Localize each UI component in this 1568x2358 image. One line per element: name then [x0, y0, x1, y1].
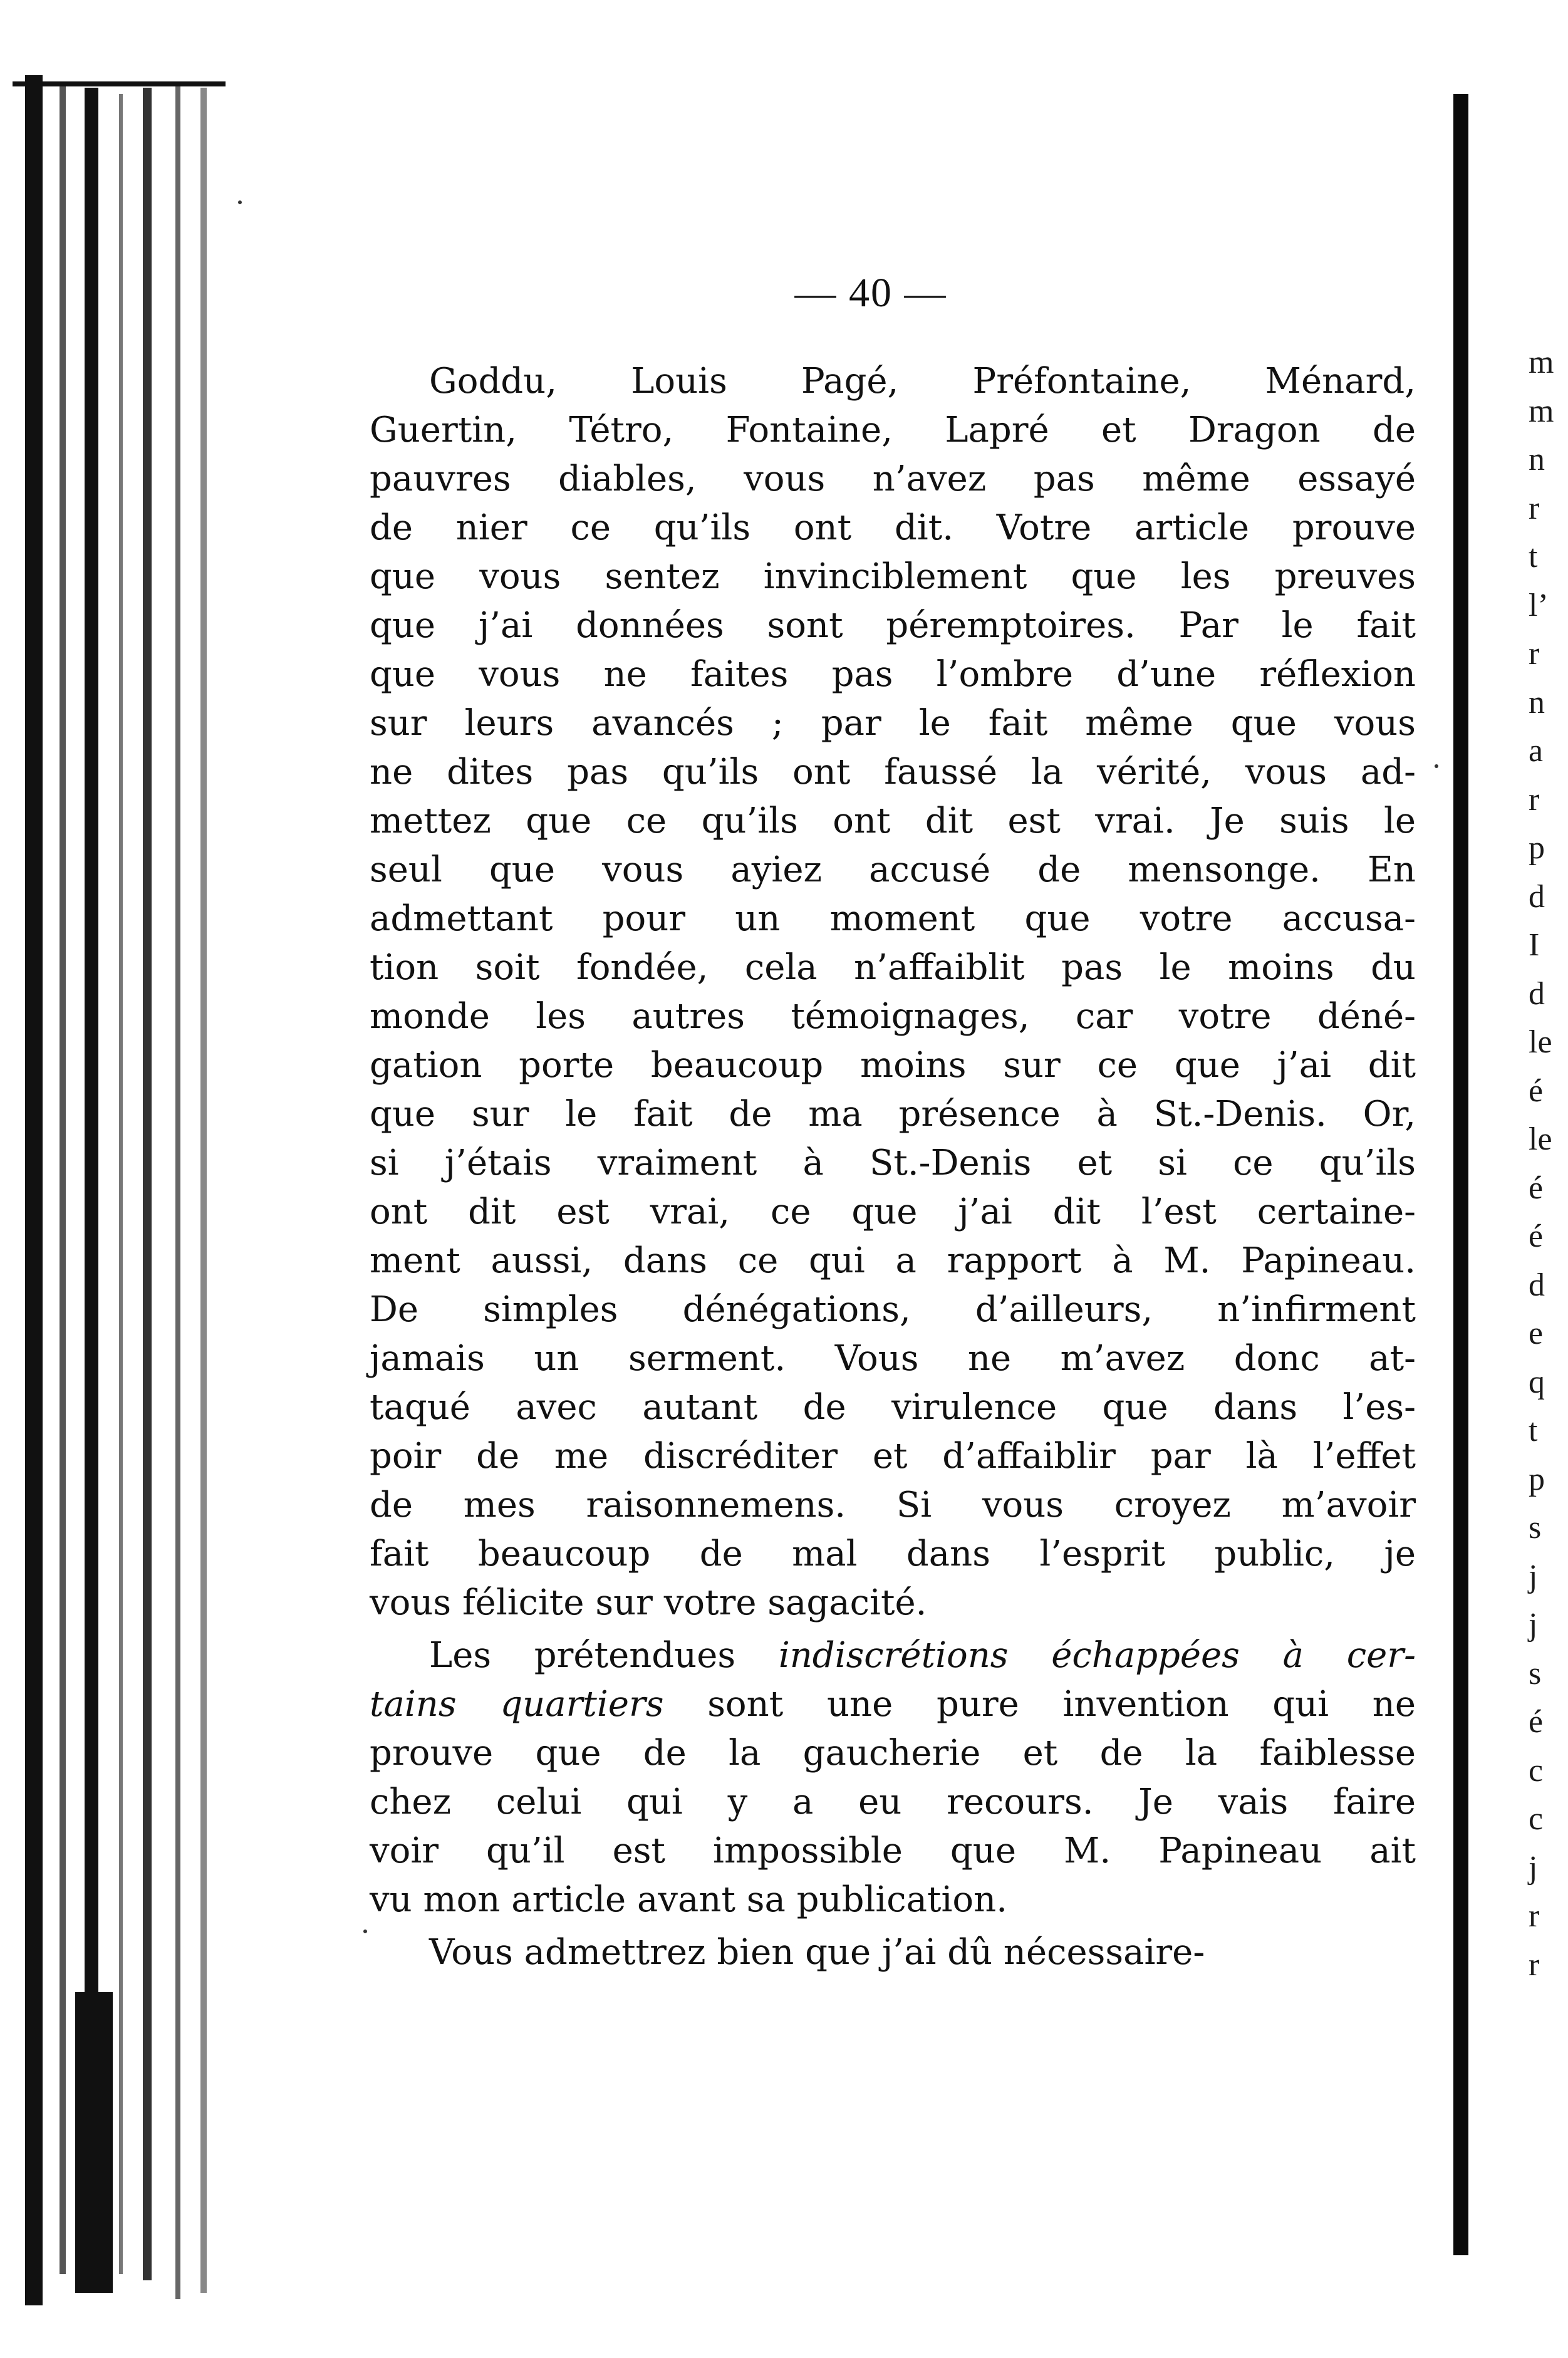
facing-page-letter: n [1529, 442, 1545, 477]
paragraph [370, 1631, 1416, 1924]
text-line: ment aussi, dans ce qui a rapport à M. Papineau. [370, 1240, 1416, 1281]
binding-line [60, 81, 66, 2274]
text-line: sur leurs avancés ; par le fait même que vous [370, 703, 1416, 744]
facing-page-letter: m [1529, 393, 1554, 429]
text-line: de mes raisonnemens. Si vous croyez m’avoir [370, 1485, 1416, 1525]
facing-page-letter: r [1529, 1898, 1540, 1934]
facing-page-letter: e [1529, 1316, 1544, 1351]
binding-line [119, 94, 123, 2274]
text-line: poir de me discréditer et d’affaiblir par là l’effet [370, 1436, 1416, 1477]
facing-page-letter: d [1529, 878, 1545, 915]
paragraph [370, 1928, 1416, 1977]
facing-page-letter: r [1529, 490, 1540, 526]
text-line: prouve que de la gaucherie et de la faiblesse [370, 1733, 1416, 1774]
facing-page-letter: d [1529, 975, 1545, 1012]
facing-page-letter: j [1529, 1558, 1538, 1594]
text-line: de nier ce qu’ils ont dit. Votre article prouve [370, 507, 1416, 548]
paragraph [370, 357, 1416, 1628]
text-line: que vous sentez invinciblement que les preuves [370, 556, 1416, 597]
facing-page-letter: é [1529, 1073, 1544, 1109]
text-line: tion soit fondée, cela n’affaiblit pas le moins du [370, 947, 1416, 988]
facing-page-letter: é [1529, 1170, 1544, 1206]
binding-line [200, 88, 207, 2293]
text-line: Vous admettrez bien que j’ai dû nécessaire- [429, 1932, 1205, 1973]
text-line [370, 1631, 1416, 1680]
italic-text-run: indiscrétions échappées à cer- [778, 1635, 1416, 1676]
text-line: admettant pour un moment que votre accusa- [370, 898, 1416, 939]
text-line: ont dit est vrai, ce que j’ai dit l’est certaine- [370, 1192, 1416, 1232]
facing-page-letter: a [1529, 733, 1544, 769]
facing-page-letter: t [1529, 539, 1538, 574]
text-run: Les prétendues [429, 1635, 779, 1676]
text-line: vous félicite sur votre sagacité. [370, 1582, 927, 1623]
facing-page-letter: p [1529, 830, 1545, 866]
text-line: taqué avec autant de virulence que dans l’es- [370, 1387, 1416, 1428]
facing-page-letter: s [1529, 1510, 1542, 1545]
text-line: chez celui qui y a eu recours. Je vais faire [370, 1782, 1416, 1822]
text-line: mettez que ce qu’ils ont dit est vrai. Je suis le [370, 801, 1416, 841]
binding-top-edge [13, 81, 226, 86]
text-line: gation porte beaucoup moins sur ce que j’ai dit [370, 1045, 1416, 1086]
binding-line [175, 81, 180, 2299]
text-line: ne dites pas qu’ils ont faussé la vérité, vous ad- [370, 752, 1416, 792]
facing-page-letter: s [1529, 1655, 1542, 1691]
binding-line [143, 88, 152, 2280]
facing-page-letter: le [1529, 1121, 1552, 1157]
facing-page-letter: n [1529, 684, 1545, 720]
facing-page-letter: r [1529, 1946, 1540, 1983]
text-line: jamais un serment. Vous ne m’avez donc at- [370, 1338, 1416, 1379]
text-line: que sur le fait de ma présence à St.-Denis. Or, [370, 1094, 1416, 1135]
facing-page-letter: c [1529, 1801, 1544, 1837]
facing-page-letter: é [1529, 1218, 1544, 1254]
facing-page-letter: j [1529, 1849, 1538, 1886]
facing-page-letter: r [1529, 636, 1540, 672]
text-line: seul que vous ayiez accusé de mensonge. En [370, 849, 1416, 890]
text-run: sont une pure invention qui ne [663, 1684, 1416, 1725]
facing-page-edge [1441, 0, 1568, 2358]
text-line: monde les autres témoignages, car votre déné- [370, 996, 1416, 1037]
facing-page-letter: c [1529, 1752, 1544, 1789]
facing-page-letter: m [1529, 345, 1554, 380]
text-line: si j’étais vraiment à St.-Denis et si ce qu’ils [370, 1143, 1416, 1183]
speck [1435, 764, 1438, 768]
text-line: fait beaucoup de mal dans l’esprit public, je [370, 1534, 1416, 1574]
facing-page-shadow [1453, 94, 1468, 2255]
speck [238, 200, 242, 204]
text-line: que j’ai données sont péremptoires. Par le fait [370, 605, 1416, 646]
speck [363, 1930, 367, 1933]
facing-page-letter: le [1529, 1024, 1552, 1060]
page-number: — 40 — [794, 270, 947, 316]
facing-page-letter: r [1529, 781, 1540, 818]
left-binding-edge [0, 0, 232, 2358]
facing-page-letter: q [1529, 1364, 1545, 1400]
text-line: que vous ne faites pas l’ombre d’une réflexion [370, 654, 1416, 695]
text-line: vu mon article avant sa publication. [370, 1879, 1008, 1920]
body-text [370, 357, 1416, 1977]
facing-page-letter: p [1529, 1461, 1545, 1497]
facing-page-letters [1529, 338, 1566, 1989]
text-line: De simples dénégations, d’ailleurs, n’infirment [370, 1289, 1416, 1330]
binding-shadow [25, 75, 43, 2305]
text-line: voir qu’il est impossible que M. Papineau ait [370, 1831, 1416, 1871]
text-line: pauvres diables, vous n’avez pas même essayé [370, 459, 1416, 499]
binding-dark-block [75, 1992, 113, 2293]
facing-page-letter: I [1529, 927, 1540, 963]
facing-page-letter: j [1529, 1607, 1538, 1643]
text-line: Goddu, Louis Pagé, Préfontaine, Ménard, [429, 361, 1416, 402]
italic-text-run: tains quartiers [370, 1684, 664, 1725]
facing-page-letter: t [1529, 1413, 1538, 1448]
text-line [370, 1680, 1416, 1729]
facing-page-letter: d [1529, 1267, 1545, 1303]
facing-page-letter: l’ [1529, 587, 1549, 623]
text-line: Guertin, Tétro, Fontaine, Lapré et Dragon de [370, 410, 1416, 450]
facing-page-letter: é [1529, 1704, 1544, 1740]
binding-line [85, 88, 98, 2293]
